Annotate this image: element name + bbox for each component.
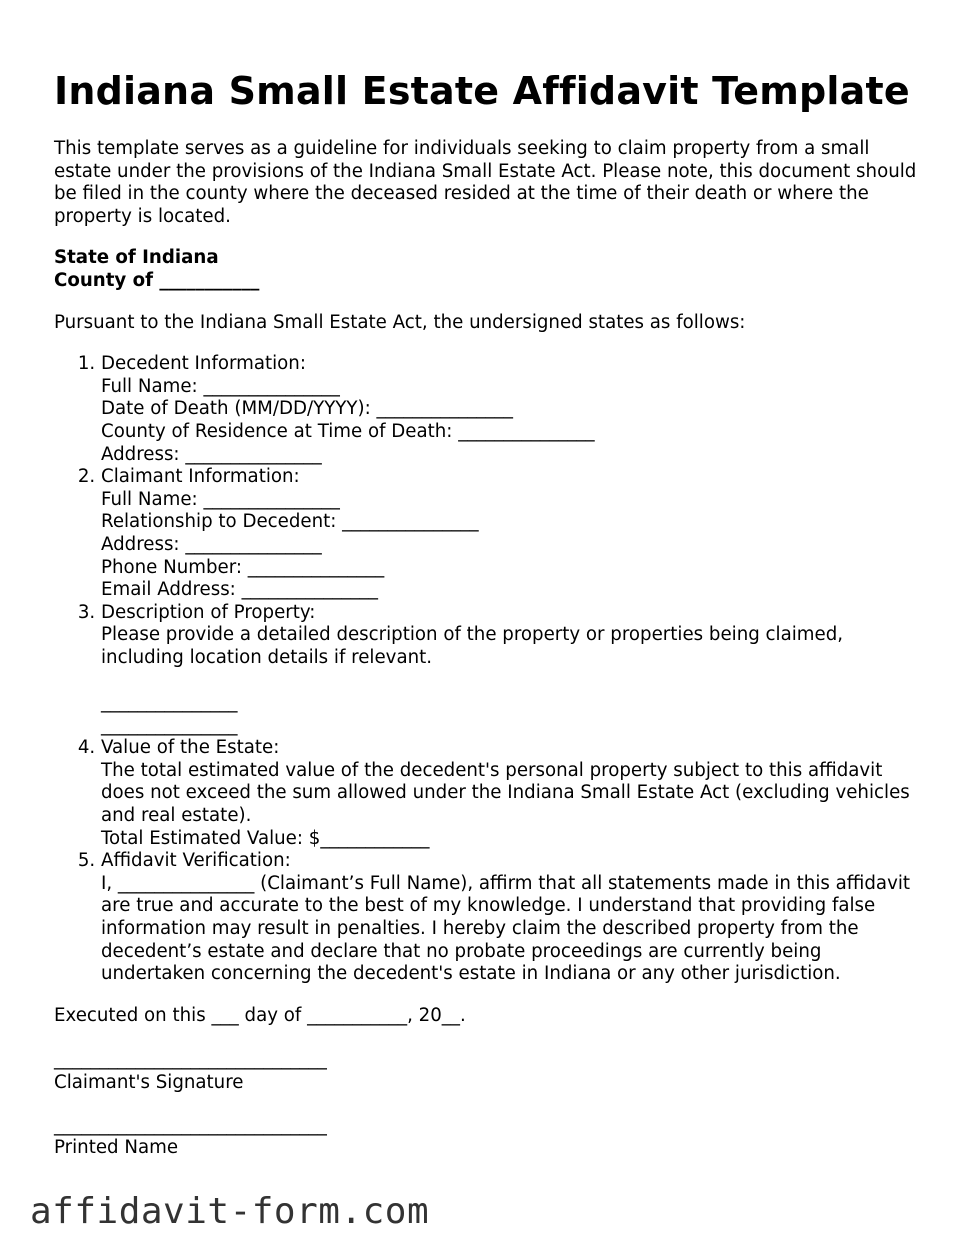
signature-line: ______________________________ <box>54 1049 327 1071</box>
decedent-county-field: County of Residence at Time of Death: _______________ <box>101 420 595 442</box>
claimant-relationship-field: Relationship to Decedent: _______________ <box>101 511 479 533</box>
property-spacer <box>101 669 924 692</box>
property-heading: 3. Description of Property: <box>101 601 316 623</box>
document-title: Indiana Small Estate Affidavit Template <box>54 69 910 113</box>
section-decedent <box>101 353 924 466</box>
county-line: County of ___________ <box>54 269 260 291</box>
state-line: State of Indiana <box>54 247 219 269</box>
value-text: The total estimated value of the decedent's personal property subject to this affidavit does not exceed the sum allowed under the Indiana Small Estate Act (excluding vehicles and real estate). <box>101 759 910 827</box>
section-property <box>101 602 924 738</box>
section-value <box>101 737 924 850</box>
signature-label: Claimant's Signature <box>54 1071 244 1093</box>
claimant-address-field: Address: _______________ <box>101 533 322 555</box>
property-instructions: Please provide a detailed description of the property or properties being claimed, including location details if relevant. <box>101 624 844 668</box>
property-blank-line: _______________ <box>101 714 238 736</box>
decedent-address-field: Address: _______________ <box>101 443 322 465</box>
verification-heading: 5. Affidavit Verification: <box>101 850 291 872</box>
intro-paragraph: This template serves as a guideline for individuals seeking to claim property from a small estate under the provisions of the Indiana Small Estate Act. Please note, this document should be filed in the county where the deceased resided at the time of their death or where the property is located. <box>54 138 917 227</box>
section-verification <box>101 850 924 986</box>
claimant-full-name-field: Full Name: _______________ <box>101 488 340 510</box>
claimant-phone-field: Phone Number: _______________ <box>101 556 385 578</box>
decedent-date-of-death-field: Date of Death (MM/DD/YYYY): _______________ <box>101 398 513 420</box>
executed-date-line: Executed on this ___ day of ___________, 20__. <box>54 1004 466 1026</box>
printed-name-line: ______________________________ <box>54 1114 327 1136</box>
document-page <box>54 66 924 1160</box>
pursuant-statement: Pursuant to the Indiana Small Estate Act, the undersigned states as follows: <box>54 311 746 333</box>
printed-name-label: Printed Name <box>54 1137 179 1159</box>
watermark: affidavit-form.com <box>30 1191 430 1232</box>
section-claimant <box>101 466 924 602</box>
property-blank-line: _______________ <box>101 692 238 714</box>
claimant-heading: 2. Claimant Information: <box>101 466 300 488</box>
decedent-full-name-field: Full Name: _______________ <box>101 375 340 397</box>
decedent-heading: 1. Decedent Information: <box>101 353 306 375</box>
claimant-email-field: Email Address: _______________ <box>101 579 378 601</box>
value-heading: 4. Value of the Estate: <box>101 737 280 759</box>
verification-text: I, _______________ (Claimant’s Full Name), affirm that all statements made in this affidavit are true and accurate to the best of my knowledge. I understand that providing false information may result in penalties. I hereby claim the described property from the decedent’s estate and declare that no probate proceedings are currently being undertaken concerning the decedent's estate in Indiana or any other jurisdiction. <box>101 872 911 985</box>
affidavit-sections <box>54 353 924 986</box>
jurisdiction-block <box>54 247 924 292</box>
total-value-field: Total Estimated Value: $____________ <box>101 827 430 849</box>
